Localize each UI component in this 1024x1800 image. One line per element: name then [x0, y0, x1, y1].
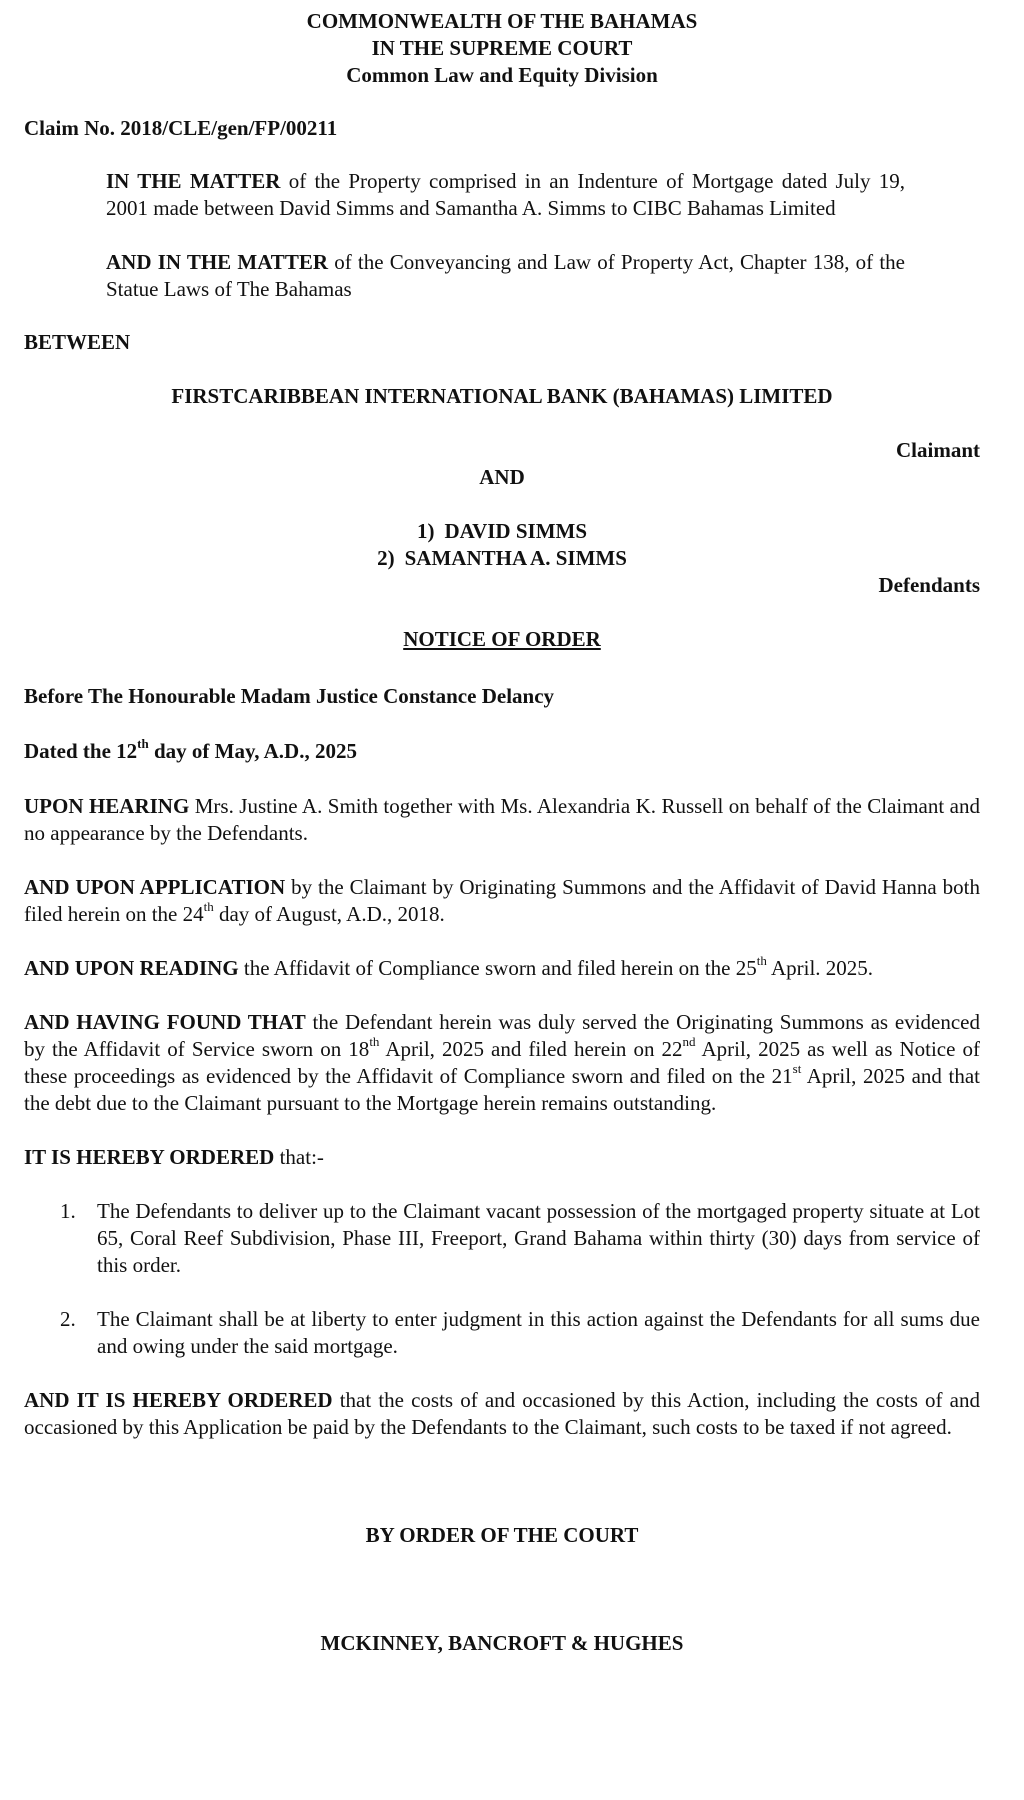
having-found-text-4: April, 2025 and that the debt due to the Claimant pursuant to the Mortgage herein remains outstanding.: [24, 1064, 980, 1115]
defendant-2: [24, 545, 980, 572]
matter-act-text: of the Conveyancing and Law of Property Act, Chapter 138, of the Statue Laws of The Bahamas: [106, 250, 905, 301]
defendants-label: Defendants: [878, 573, 980, 597]
defendant-1-name: DAVID SIMMS: [444, 519, 588, 543]
defendants-list: [24, 518, 980, 572]
upon-reading-sup-1: th: [756, 953, 767, 968]
upon-application-paragraph: [24, 874, 980, 928]
header-division: Common Law and Equity Division: [346, 63, 658, 87]
dated-post: day of May, A.D., 2025: [148, 739, 357, 763]
having-found-sup-3: st: [792, 1061, 802, 1076]
upon-application-lead: AND UPON APPLICATION: [24, 875, 286, 899]
having-found-paragraph: [24, 1009, 980, 1117]
matter-act-lead: AND IN THE MATTER: [106, 250, 328, 274]
matter-property: [106, 168, 905, 222]
costs-paragraph: [24, 1387, 980, 1441]
costs-lead: AND IT IS HEREBY ORDERED: [24, 1388, 333, 1412]
claimant-label: Claimant: [896, 438, 980, 462]
order-item-2: [24, 1306, 980, 1360]
dated-sup: th: [137, 736, 149, 751]
having-found-sup-1: th: [369, 1034, 380, 1049]
defendant-2-name: SAMANTHA A. SIMMS: [404, 546, 627, 570]
having-found-text-1: the Defendant herein was duly served the Originating Summons as evidenced by the Affidavit of Service sworn on 18: [24, 1010, 980, 1061]
hereby-ordered-paragraph: [24, 1144, 980, 1171]
defendant-1: [24, 518, 980, 545]
upon-application-sup-1: th: [203, 899, 214, 914]
upon-reading-paragraph: [24, 955, 980, 982]
law-firm-name: MCKINNEY, BANCROFT & HUGHES: [320, 1631, 684, 1655]
and-separator: AND: [479, 465, 525, 489]
orders-list: [24, 1198, 980, 1360]
claim-number: Claim No. 2018/CLE/gen/FP/00211: [24, 116, 338, 140]
defendant-2-num: 2): [377, 546, 395, 570]
upon-reading-text-2: April. 2025.: [766, 956, 874, 980]
court-header: [24, 8, 980, 89]
having-found-text-2: April, 2025 and filed herein on 22: [379, 1037, 683, 1061]
matter-property-lead: IN THE MATTER: [106, 169, 281, 193]
upon-reading-text-1: the Affidavit of Compliance sworn and filed herein on the 25: [238, 956, 757, 980]
upon-application-text-1: by the Claimant by Originating Summons and the Affidavit of David Hanna both filed herein on the 24: [24, 875, 980, 926]
between-label: BETWEEN: [24, 330, 131, 354]
defendant-1-num: 1): [416, 519, 435, 543]
claimant-name: FIRSTCARIBBEAN INTERNATIONAL BANK (BAHAMAS) LIMITED: [171, 384, 833, 408]
costs-text: that the costs of and occasioned by this Action, including the costs of and occasioned by this Application be paid by the Defendants to the Claimant, such costs to be taxed if not agreed.: [24, 1388, 980, 1439]
header-court: IN THE SUPREME COURT: [371, 36, 633, 60]
upon-reading-lead: AND UPON READING: [24, 956, 239, 980]
upon-hearing-lead: UPON HEARING: [24, 794, 190, 818]
dated-line: [24, 738, 980, 765]
upon-hearing-text: Mrs. Justine A. Smith together with Ms. Alexandria K. Russell on behalf of the Claimant and no appearance by the Defendants.: [24, 794, 980, 845]
upon-application-text-2: day of August, A.D., 2018.: [213, 902, 445, 926]
order-item-1-text: The Defendants to deliver up to the Claimant vacant possession of the mortgaged property situate at Lot 65, Coral Reef Subdivision, Phase III, Freeport, Grand Bahama within thirty (30) days from service of this order.: [97, 1199, 980, 1277]
header-country: COMMONWEALTH OF THE BAHAMAS: [306, 9, 698, 33]
order-item-2-text: The Claimant shall be at liberty to enter judgment in this action against the Defendants for all sums due and owing under the said mortgage.: [97, 1307, 980, 1358]
having-found-sup-2: nd: [682, 1034, 696, 1049]
dated-pre: Dated the 12: [24, 739, 138, 763]
matter-act: [106, 249, 905, 303]
matter-property-text: of the Property comprised in an Indenture of Mortgage dated July 19, 2001 made between David Simms and Samantha A. Simms to CIBC Bahamas Limited: [106, 169, 906, 220]
order-item-1-num: 1.: [60, 1199, 76, 1223]
having-found-lead: AND HAVING FOUND THAT: [24, 1010, 306, 1034]
hereby-ordered-lead: IT IS HEREBY ORDERED: [24, 1145, 275, 1169]
by-order-of-court: BY ORDER OF THE COURT: [365, 1523, 639, 1547]
hereby-ordered-text: that:-: [274, 1145, 324, 1169]
notice-of-order-document: [24, 8, 980, 1657]
order-item-1: [24, 1198, 980, 1279]
order-item-2-num: 2.: [60, 1307, 76, 1331]
having-found-text-3: April, 2025 as well as Notice of these proceedings as evidenced by the Affidavit of Compliance sworn and filed on the 21: [24, 1037, 980, 1088]
before-judge: Before The Honourable Madam Justice Constance Delancy: [24, 684, 555, 708]
notice-title: NOTICE OF ORDER: [403, 627, 601, 651]
upon-hearing-paragraph: [24, 793, 980, 847]
